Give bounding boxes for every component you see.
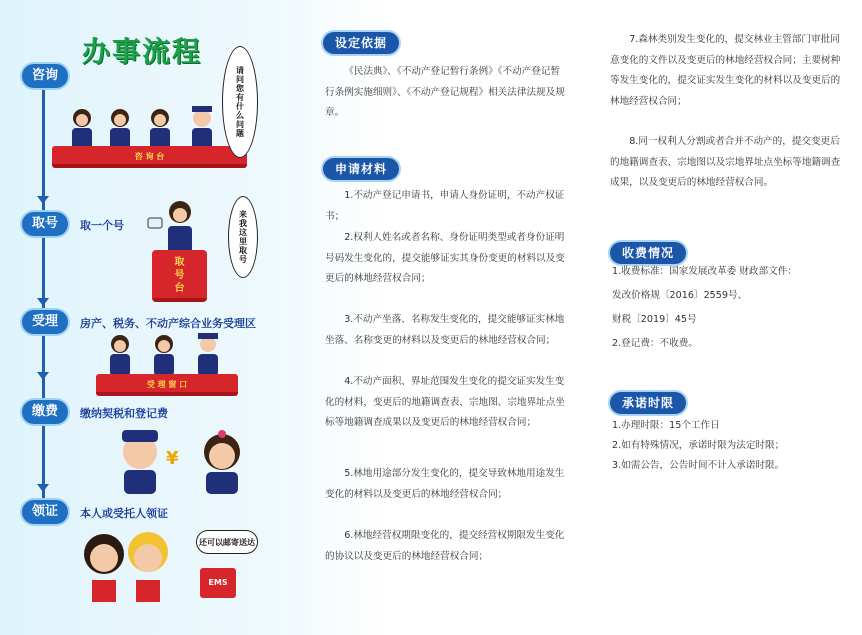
ticket-staff-illustration xyxy=(140,196,220,256)
step-consult-badge: 咨询 xyxy=(22,64,68,88)
material-item: 3.不动产坐落、名称发生变化的，提交能够证实林地坐落、名称变更的材料以及变更后的林地经营权合同； xyxy=(325,314,565,346)
material-item: 5.林地用途部分发生变化的，提交导致林地用途发生变化的材料以及变更后的林地经营权合同； xyxy=(325,468,565,500)
material-item: 4.不动产面积、界址范围发生变化的提交证实发生变化的材料，变更后的地籍调查表、宗地图、宗地界址点坐标等地籍调查成果以及变更后的林地经营权合同； xyxy=(325,376,565,428)
step-pay-text: 缴纳契税和登记费 xyxy=(80,407,168,420)
basis-text: 《民法典》、《不动产登记暂行条例》《不动产登记暂行条例实施细则》、《不动产登记规程》相关法律法规及规章。 xyxy=(325,66,565,118)
right-column xyxy=(590,0,852,635)
material-item: 8.同一权利人分割或者合并不动产的，提交变更后的地籍调查表、宗地图以及宗地界址点坐标等地籍调查成果，以及变更后的林地经营权合同。 xyxy=(610,136,841,188)
arrow-down-icon xyxy=(37,298,49,306)
speech-bubble-mail: 还可以邮寄送达 xyxy=(196,530,258,554)
middle-column xyxy=(305,0,577,635)
fee-line: 发改价格规〔2016〕2559号、 xyxy=(612,290,748,301)
arrow-down-icon xyxy=(37,372,49,380)
accept-staff-illustration xyxy=(100,330,230,378)
speech-bubble-consult: 请问您有什么问题 xyxy=(222,46,258,158)
fee-line: 1.收费标准：国家发展改革委 财政部文件： xyxy=(612,266,797,277)
arrow-down-icon xyxy=(37,484,49,492)
flow-column xyxy=(0,0,300,635)
step-cert-badge: 领证 xyxy=(22,500,68,524)
step-accept-badge: 受理 xyxy=(22,310,68,334)
accept-desk: 受 理 窗 口 xyxy=(96,374,238,396)
speech-bubble-ticket: 来我这里取号 xyxy=(228,196,258,278)
step-pay-badge: 缴费 xyxy=(22,400,68,424)
ems-envelope-icon: EMS xyxy=(200,568,236,598)
material-item: 7.森林类别发生变化的，提交林业主管部门审批同意变化的文件以及变更后的林地经营权合同；主要树种等发生变化的，提交证实发生变化的材料以及变更后的林地经营权合同； xyxy=(610,34,841,107)
payment-illustration xyxy=(110,422,250,496)
time-line: 1.办理时限：15个工作日 xyxy=(612,420,720,431)
fee-heading: 收费情况 xyxy=(610,242,686,264)
step-accept-text: 房产、税务、不动产综合业务受理区 xyxy=(80,317,256,330)
flow-title: 办事流程 xyxy=(82,35,203,68)
basis-heading: 设定依据 xyxy=(323,32,399,54)
arrow-down-icon xyxy=(37,196,49,204)
material-item: 2.权利人姓名或者名称、身份证明类型或者身份证明号码发生变化的，提交能够证实其身份变更的材料以及变更后的林地经营权合同； xyxy=(325,232,565,284)
time-line: 3.如需公告，公告时间不计入承诺时限。 xyxy=(612,460,785,471)
certificate-illustration xyxy=(70,528,180,606)
fee-line: 财税〔2019〕45号 xyxy=(612,314,697,325)
materials-heading: 申请材料 xyxy=(323,158,399,180)
fee-line: 2.登记费：不收费。 xyxy=(612,338,698,349)
consult-desk: 咨 询 台 xyxy=(52,146,247,168)
step-ticket-text: 取一个号 xyxy=(80,219,124,232)
time-heading: 承诺时限 xyxy=(610,392,686,414)
time-line: 2.如有特殊情况，承诺时限为法定时限； xyxy=(612,440,785,451)
material-item: 6.林地经营权期限变化的，提交经营权期限发生变化的协议以及变更后的林地经营权合同； xyxy=(325,530,565,562)
step-ticket-badge: 取号 xyxy=(22,212,68,236)
material-item: 1.不动产登记申请书，申请人身份证明，不动产权证书； xyxy=(325,190,565,222)
yen-icon: ¥ xyxy=(166,448,179,469)
ticket-desk: 取 号 台 xyxy=(152,250,207,302)
step-cert-text: 本人或受托人领证 xyxy=(80,507,168,520)
